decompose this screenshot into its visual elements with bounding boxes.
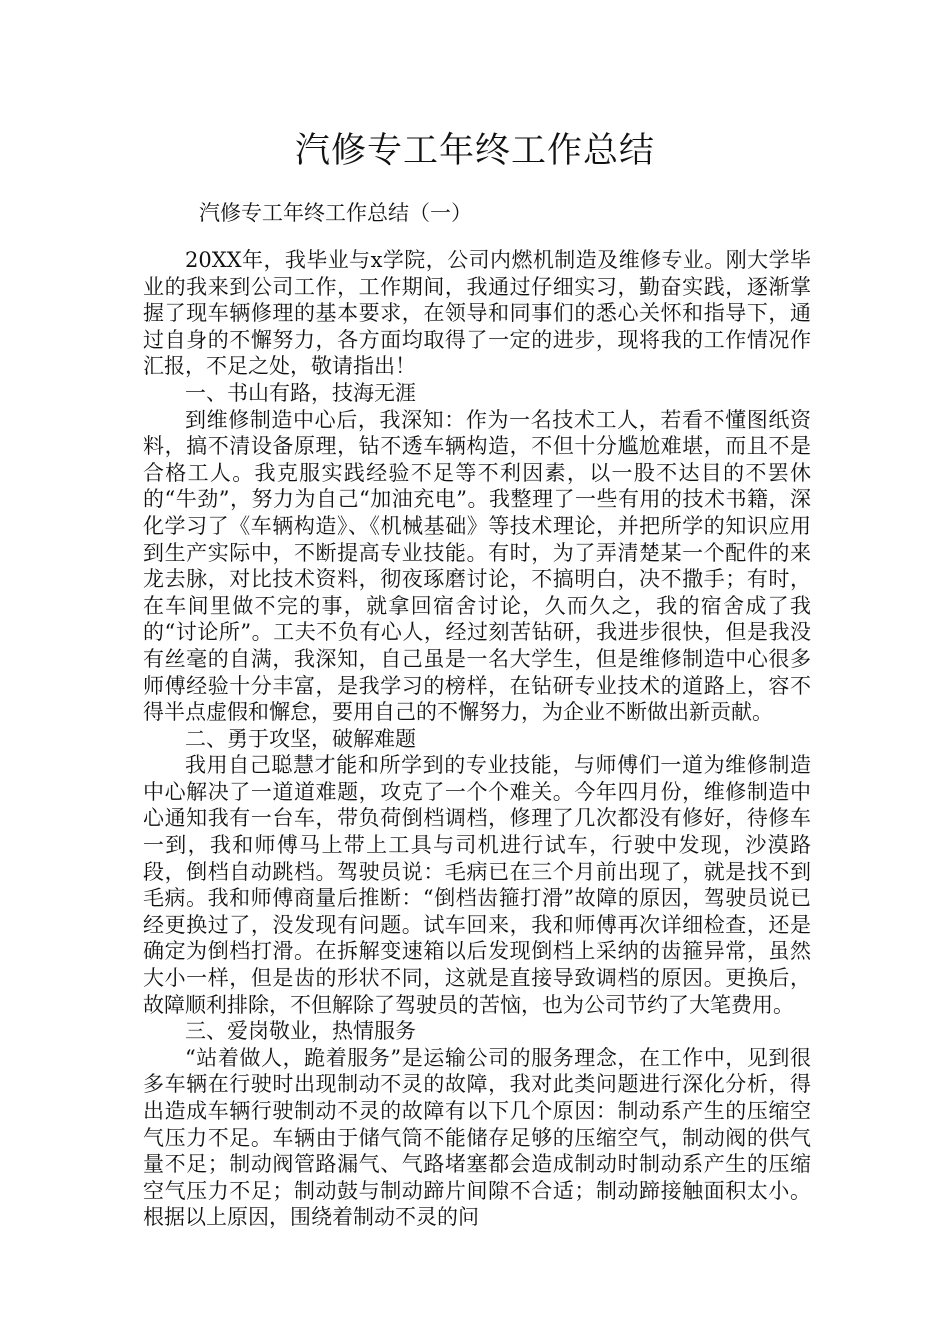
- document-subtitle: 汽修专工年终工作总结（一）: [199, 201, 472, 225]
- section-paragraph-1: 到维修制造中心后，我深知：作为一名技术工人，若看不懂图纸资料，搞不清设备原理，钻不透车辆构造，不但十分尴尬难堪，而且不是合格工人。我克服实践经验不足等不利因素，以一股不达目的不罢休的“牛劲”，努力为自己“加油充电”。我整理了一些有用的技术书籍，深化学习了《车辆构造》、《机械基础》等技术理论，并把所学的知识应用到生产实际中，不断提高专业技能。有时，为了弄清楚某一个配件的来龙去脉，对比技术资料，彻夜琢磨讨论，不搞明白，决不撒手；有时，在车间里做不完的事，就拿回宿舍讨论，久而久之，我的宿舍成了我的“讨论所”。工夫不负有心人，经过刻苦钻研，我进步很快，但是我没有丝毫的自满，我深知，自己虽是一名大学生，但是维修制造中心很多师傅经验十分丰富，是我学习的榜样，在钻研专业技术的道路上，容不得半点虚假和懈怠，要用自己的不懈努力，为企业不断做出新贡献。: [143, 407, 811, 725]
- intro-paragraph: 20XX年，我毕业与x学院，公司内燃机制造及维修专业。刚大学毕业的我来到公司工作，工作期间，我通过仔细实习，勤奋实践，逐渐掌握了现车辆修理的基本要求，在领导和同事们的悉心关怀和指导下，通过自身的不懈努力，各方面均取得了一定的进步，现将我的工作情况作汇报，不足之处，敬请指出！: [143, 248, 811, 379]
- document-title: 汽修专工年终工作总结: [294, 131, 655, 171]
- section-paragraph-2: 我用自己聪慧才能和所学到的专业技能，与师傅们一道为维修制造中心解决了一道道难题，攻克了一个个难关。今年四月份，维修制造中心通知我有一台车，带负荷倒档调档，修理了几次都没有修好，待修车一到，我和师傅马上带上工具与司机进行试车，行驶中发现，沙漠路段，倒档自动跳档。驾驶员说：毛病已在三个月前出现了，就是找不到毛病。我和师傅商量后推断：“倒档齿箍打滑”故障的原因，驾驶员说已经更换过了，没发现有问题。试车回来，我和师傅再次详细检查，还是确定为倒档打滑。在拆解变速箱以后发现倒档上采纳的齿箍异常，虽然大小一样，但是齿的形状不同，这就是直接导致调档的原因。更换后，故障顺利排除，不但解除了驾驶员的苦恼，也为公司节约了大笔费用。: [143, 753, 811, 1017]
- section-paragraph-3: “站着做人，跪着服务”是运输公司的服务理念，在工作中，见到很多车辆在行驶时出现制动不灵的故障，我对此类问题进行深化分析，得出造成车辆行驶制动不灵的故障有以下几个原因：制动系产生的压缩空气压力不足。车辆由于储气筒不能储存足够的压缩空气，制动阀的供气量不足；制动阀管路漏气、气路堵塞都会造成制动时制动系产生的压缩空气压力不足；制动鼓与制动蹄片间隙不合适；制动蹄接触面积太小。根据以上原因，围绕着制动不灵的问: [143, 1045, 811, 1230]
- section-heading-2: 二、勇于攻坚，破解难题: [185, 726, 416, 751]
- section-heading-1: 一、书山有路，技海无涯: [185, 380, 416, 405]
- section-heading-3: 三、爱岗敬业，热情服务: [185, 1019, 416, 1044]
- document-body: [143, 247, 811, 1231]
